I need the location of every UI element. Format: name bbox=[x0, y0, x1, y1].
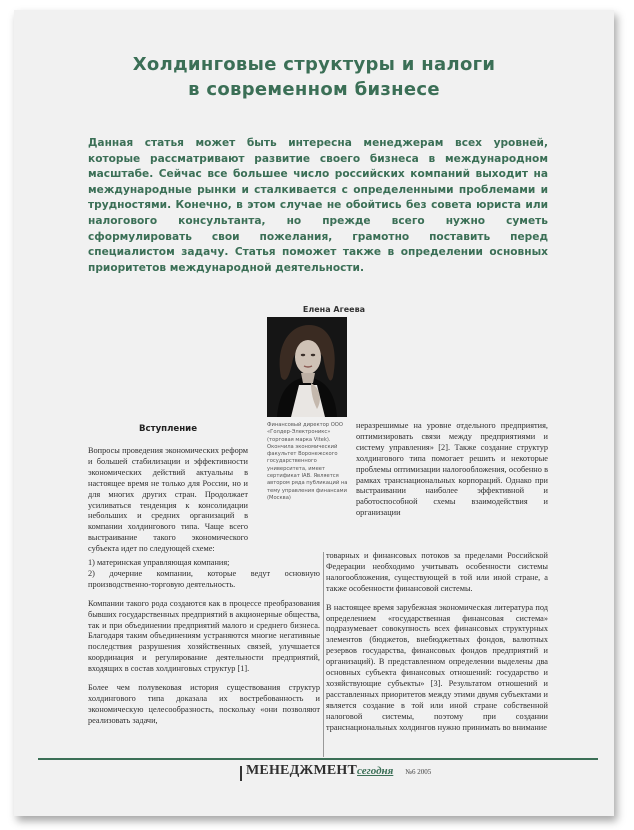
right-column-lower bbox=[326, 551, 548, 742]
body-paragraph: Более чем полувековая история существования структур холдингового типа доказала их востребованность и экономическую целесообразность, поскольку «они позволяют реализовать задачи, bbox=[88, 683, 320, 725]
magazine-page bbox=[14, 10, 614, 816]
footer-bar bbox=[240, 766, 242, 781]
body-paragraph: Вопросы проведения экономических реформ и большей стабилизации и эффективности экономических действий актуальны в настоящее время не только для России, но и для многих других стран. Продолжает усиливаться тенденция к консолидации небольших и средних организаций в компании холдингового типа. Чаще всего выстраивание такого экономического субъекта идет по следующей схеме: bbox=[88, 446, 248, 554]
column-divider bbox=[323, 552, 324, 757]
body-paragraph: товарных и финансовых потоков за пределами Российской Федерации необходимо учитывать особенности системы налогообложения, существующей в той или иной стране, а также особенности финансовой системы. bbox=[326, 551, 548, 593]
article-title-line-1: Холдинговые структуры и налоги bbox=[132, 54, 496, 75]
footer-rule bbox=[38, 758, 598, 760]
article-title-line-2: в современном бизнесе bbox=[188, 79, 440, 100]
list-item: 2) дочерние компании, которые ведут основную производственно-торговую деятельность. bbox=[88, 568, 320, 589]
article-lead: Данная статья может быть интересна менеджерам всех уровней, которые рассматривают развитие своего бизнеса в международном масштабе. Сейчас все большее число российских компаний выходит на международные рынки и сталкивается с определенными проблемами и трудностями. Конечно, в этом случае не обойтись без совета юриста или налогового консультанта, но прежде всего нужно суметь сформулировать свои пожелания, грамотно поставить перед специалистом задачу. Статья поможет также в определении основных приоритетов международной деятельности. bbox=[88, 137, 548, 274]
magazine-footer bbox=[240, 763, 431, 783]
magazine-brand: МЕНЕДЖМЕНТ bbox=[246, 763, 358, 778]
author-caption: Финансовый директор ООО «Голдер-Электроникс» (торговая марка Vitek). Окончила экономический факультет Воронежского государственного университета, имеет сертификат IAB. Является автором ряда публикаций на тему управления финансами (Москва) bbox=[267, 422, 348, 501]
body-paragraph: Компании такого рода создаются как в процессе преобразования бывших государственных предприятий в акционерные общества, так и при объединении предприятий малого и среднего бизнеса. Благодаря таким объединениям устраняются многие негативные последствия разрушения хозяйственных связей, улучшается координация и регулирование деятельности предприятий, входящих в состав холдинговых структур [1]. bbox=[88, 598, 320, 674]
author-photo bbox=[267, 317, 347, 417]
magazine-brand-sub: сегодня bbox=[357, 765, 394, 777]
body-paragraph: неразрешимые на уровне отдельного предприятия, оптимизировать связи между предприятиями и систему управления» [2]. Также создание структур холдингового типа помогает решить и некоторые проблемы оптимизации налогообложения, особенно в рамках транснациональных корпораций. Однако при выстраивании наиболее эффективной и работоспособной схемы взаимодействия и организации bbox=[356, 421, 548, 518]
list-item: 1) материнская управляющая компания; bbox=[88, 558, 230, 567]
left-column-upper bbox=[88, 446, 248, 563]
body-paragraph: В настоящее время зарубежная экономическая литература под определением «государственная финансовая система» подразумевает совокупность всех финансовых структурных элементов (бюджетов, внебюджетных фондов, валютных резервов государства, финансовых фондов предприятий и организаций). В представленном определении выделены два основных субъекта финансовых отношений: государство и хозяйствующие субъекты» [3]. Результатом отношений и расставленных приоритетов между этими двумя субъектами и является создание в той или иной стране собственной налоговой системы, поэтому при создании транснациональных холдингов нужно принимать во внимание bbox=[326, 602, 548, 732]
issue-number: №6 2005 bbox=[405, 768, 432, 776]
article-title bbox=[14, 52, 614, 102]
right-column-upper bbox=[356, 421, 548, 527]
left-column-lower bbox=[88, 558, 320, 735]
section-heading: Вступление bbox=[138, 424, 198, 434]
author-name: Елена Агеева bbox=[302, 305, 366, 314]
